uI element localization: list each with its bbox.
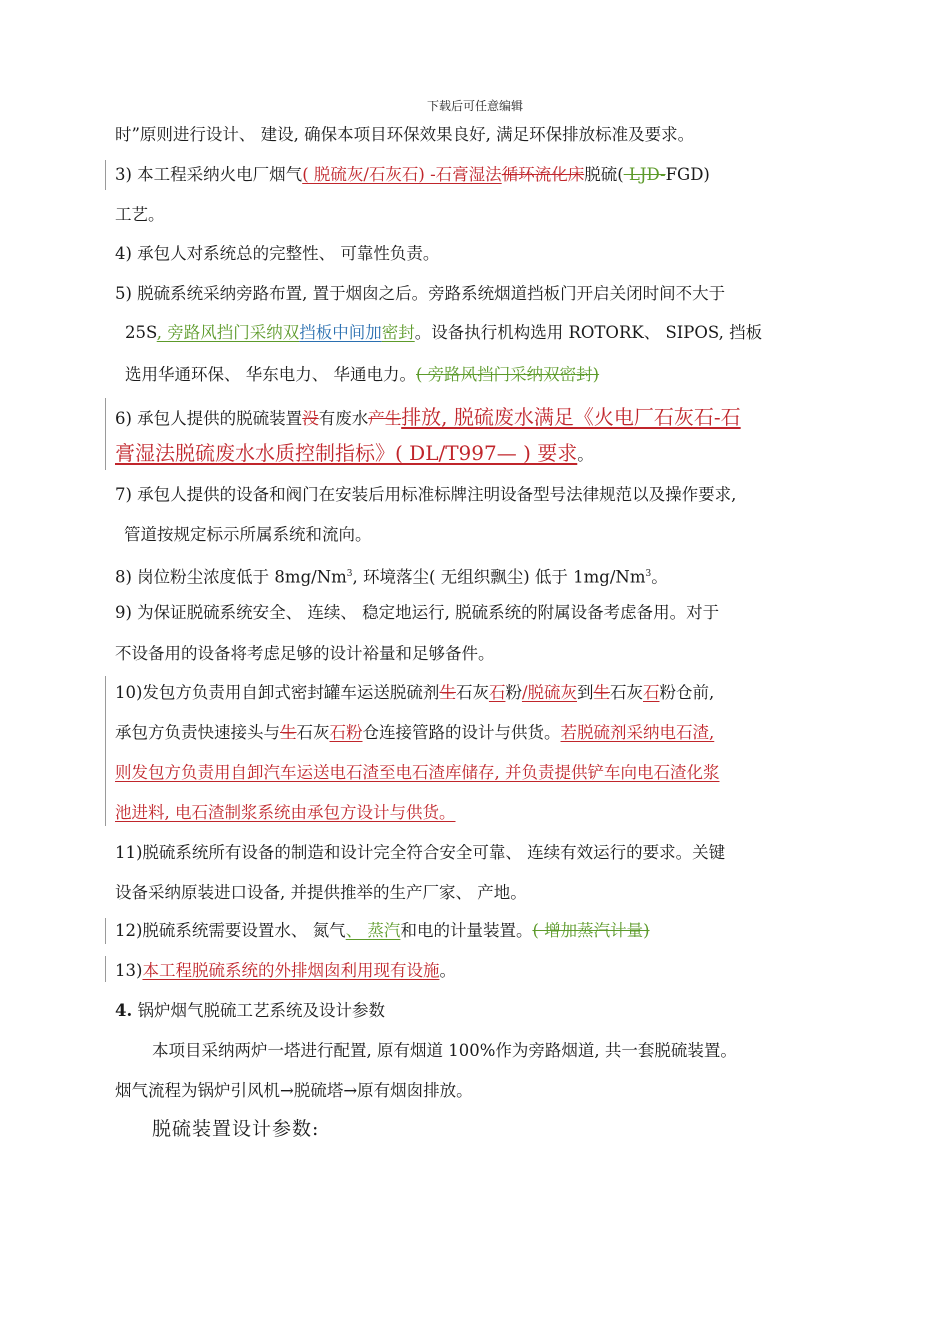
inserted-text: 若脱硫剂采纳电石渣, [560,723,715,742]
item-12-text: 12)脱硫系统需要设置水、 氮气 [115,921,346,940]
deleted-comment: ( 旁路风挡门采纳双密封) [416,365,600,384]
item-13-text: 13) [115,961,143,980]
inserted-text: 密封 [381,323,415,342]
item-10-text: 石灰 [296,723,330,742]
item-3-text: 脱硫( [584,165,624,184]
paragraph-continuation: 时”原则进行设计、 建设, 确保本项目环保效果良好, 满足环保排放标准及要求。 [115,125,695,144]
item-12 [115,920,650,942]
change-bar [105,160,106,190]
deleted-text: LJD- [623,165,666,184]
item-7-line-2: 管道按规定标示所属系统和流向。 [124,525,372,544]
superscript: 3 [346,569,353,579]
item-3-line-2: 工艺。 [115,205,165,224]
item-8-text: , 环境落尘( 无组织飘尘) 低于 1mg/Nm [352,567,646,587]
item-5-line-1: 5) 脱硫系统采纳旁路布置, 置于烟囱之后。旁路系统烟道挡板门开启关闭时间不大于 [115,284,726,303]
item-5-text: 选用华通环保、 华东电力、 华通电力。 [125,365,416,384]
inserted-text: 石 [643,683,660,702]
item-5-line-3 [125,364,599,386]
inserted-text: 膏湿法脱硫废水水质控制指标》( DL/T997— ) 要求 [115,441,578,465]
inserted-text: 挡板中间加 [299,323,382,342]
deleted-text: 生 [280,723,297,742]
change-bar [105,956,106,982]
section-heading [115,1000,385,1022]
intro-line-2: 烟气流程为锅炉引风机→脱硫塔→原有烟囱排放。 [115,1081,473,1100]
deleted-text: 生 [593,683,610,702]
item-9-line-2: 不设备用的设备将考虑足够的设计裕量和足够备件。 [115,644,495,663]
item-9-line-1: 9) 为保证脱硫系统安全、 连续、 稳定地运行, 脱硫系统的附属设备考虑备用。对于 [115,603,720,622]
inserted-text: , 旁路风挡门采纳双 [156,323,300,342]
item-6-text: 有废水 [318,409,369,428]
item-10-line-4: 池进料, 电石渣制浆系统由承包方设计与供货。 [115,803,456,822]
item-10-line-2 [115,722,714,744]
item-8-text: 。 [651,567,668,587]
item-10-line-1 [115,682,714,704]
item-6-line-1 [115,404,741,430]
item-5-text: 。设备执行机构选用 ROTORK、 SIPOS, 挡板 [414,323,763,342]
change-bar [105,918,106,944]
item-11-line-2: 设备采纳原装进口设备, 并提供推举的生产厂家、 产地。 [115,883,527,902]
item-3-text: FGD) [665,165,710,184]
inserted-text: 石 [488,683,506,702]
item-6-text: 6) 承包人提供的脱硫装置 [115,409,303,428]
section-title: 锅炉烟气脱硫工艺系统及设计参数 [132,1001,385,1020]
deleted-text: 产生 [368,409,402,428]
params-title: 脱硫装置设计参数: [152,1118,320,1140]
inserted-text: 本工程脱硫系统的外排烟囱利用现有设施 [142,961,440,980]
inserted-text: /脱硫灰 [521,683,577,702]
inserted-text: 、 蒸汽 [345,921,401,940]
item-8-text: 8) 岗位粉尘浓度低于 8mg/Nm [115,567,347,587]
item-10-text: 石灰 [610,683,643,702]
item-5-text: 25S [125,323,157,342]
item-10-text: 石灰 [455,683,489,702]
item-10-text: 到 [577,683,594,702]
item-4: 4) 承包人对系统总的完整性、 可靠性负责。 [115,244,440,263]
item-8 [115,563,668,589]
item-10-line-3: 则发包方负责用自卸汽车运送电石渣至电石渣库储存, 并负责提供铲车向电石渣化浆 [115,763,720,782]
item-13-text: 。 [439,961,456,980]
section-number: 4. [115,1001,133,1020]
item-13 [115,960,456,982]
item-6-line-2 [115,440,594,468]
item-11-line-1: 11)脱硫系统所有设备的制造和设计完全符合安全可靠、 连续有效运行的要求。关键 [115,843,726,862]
deleted-text: 循环流化床 [501,165,585,184]
item-10-text: 仓连接管路的设计与供货。 [362,723,561,742]
item-10-text: 10)发包方负责用自卸式密封罐车运送脱硫剂 [115,683,440,702]
superscript: 3 [645,569,652,579]
inserted-text: 排放, 脱硫废水满足《火电厂石灰石-石 [401,405,741,429]
item-3-text: 3) 本工程采纳火电厂烟气 [115,165,303,184]
item-10-text: 粉仓前, [659,683,715,702]
item-10-text: 承包方负责快速接头与 [115,723,280,742]
inserted-text: ( 脱硫灰/石灰石) -石膏湿法 [302,165,502,184]
change-bar [105,398,106,470]
inserted-text: 石粉 [329,723,363,742]
item-12-text: 和电的计量装置。 [400,921,533,940]
item-6-text: 。 [577,445,594,464]
intro-line-1: 本项目采纳两炉一塔进行配置, 原有烟道 100%作为旁路烟道, 共一套脱硫装置。 [152,1041,737,1060]
page-header: 下载后可任意编辑 [426,99,523,113]
item-10-text: 粉 [505,683,522,702]
change-bar [105,676,106,826]
item-7-line-1: 7) 承包人提供的设备和阀门在安装后用标准标牌注明设备型号法律规范以及操作要求, [115,485,737,504]
deleted-text: 生 [439,683,456,702]
deleted-text: 没 [302,409,319,428]
deleted-comment: ( 增加蒸汽计量) [532,921,650,940]
item-3-line-1 [115,164,710,186]
item-5-line-2 [125,322,762,344]
